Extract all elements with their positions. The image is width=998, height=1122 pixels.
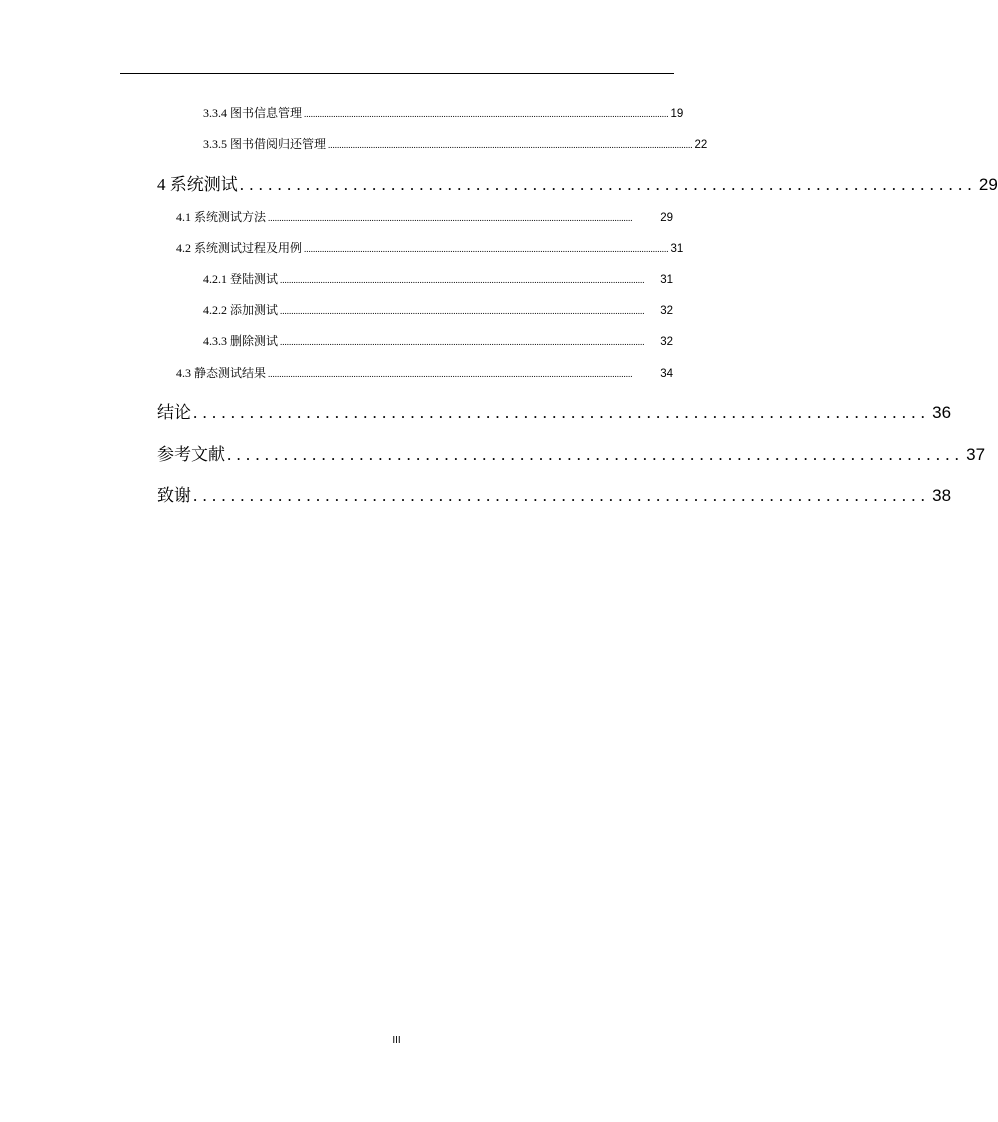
toc-entry-3-3-4[interactable]: [203, 104, 684, 121]
toc-entry-page: 19: [670, 108, 684, 120]
toc-leader-dots: ..................................................................................................................................................................: [280, 306, 645, 316]
toc-leader-dots: ..............................................................................: [193, 403, 931, 422]
toc-entry-4-3[interactable]: [176, 364, 673, 381]
toc-entry-label: 4.2.1 登陆测试: [203, 272, 279, 286]
toc-entry-label: 3.3.4 图书信息管理: [203, 106, 303, 120]
toc-entry-label: 参考文献: [157, 445, 225, 464]
toc-entry-label: 4.2 系统测试过程及用例: [176, 241, 303, 255]
toc-leader-dots: ..................................................................................................................................................................: [268, 369, 633, 379]
toc-entry-chapter-4[interactable]: [157, 170, 998, 195]
toc-entry-label: 结论: [157, 403, 191, 422]
toc-entry-acknowledgements[interactable]: [157, 481, 952, 506]
toc-entry-page: 34: [660, 368, 673, 380]
toc-entry-label: 4.2.2 添加测试: [203, 303, 279, 317]
toc-entry-4-2-2[interactable]: [203, 301, 673, 318]
toc-entry-4-2[interactable]: [176, 239, 684, 256]
toc-leader-dots: ..............................................................................: [227, 445, 965, 464]
toc-entry-page: 36: [932, 403, 952, 422]
toc-entry-page: 31: [660, 274, 673, 286]
toc-leader-dots: ..................................................................................................................................................................: [268, 213, 633, 223]
toc-entry-conclusion[interactable]: [157, 398, 952, 423]
toc-entry-4-1[interactable]: [176, 208, 673, 225]
toc-leader-dots: ..............................................................................: [239, 175, 977, 194]
toc-entry-label: 4 系统测试: [157, 175, 238, 194]
toc-entry-page: 32: [660, 305, 673, 317]
page-footer-number: III: [392, 1035, 401, 1046]
toc-leader-dots: ..................................................................................................................................................................: [280, 275, 645, 285]
toc-leader-dots: ..................................................................................................................................................................: [280, 337, 645, 347]
toc-entry-label: 4.1 系统测试方法: [176, 210, 267, 224]
toc-entry-label: 4.3.3 删除测试: [203, 334, 279, 348]
toc-entry-page: 38: [932, 486, 952, 505]
toc-entry-page: 29: [978, 175, 998, 194]
toc-entry-page: 22: [694, 139, 708, 151]
toc-entry-page: 37: [966, 445, 986, 464]
toc-entry-4-2-1[interactable]: [203, 270, 673, 287]
toc-entry-4-3-3[interactable]: [203, 332, 673, 349]
toc-entry-label: 3.3.5 图书借阅归还管理: [203, 137, 327, 151]
toc-entry-label: 致谢: [157, 486, 191, 505]
toc-leader-dots: ..................................................................................................................................................................: [304, 244, 669, 254]
toc-entry-page: 29: [660, 212, 673, 224]
toc-entry-3-3-5[interactable]: [203, 135, 708, 152]
toc-entry-references[interactable]: [157, 440, 986, 465]
toc-entry-page: 32: [660, 336, 673, 348]
toc-leader-dots: ..............................................................................: [193, 486, 931, 505]
toc-entry-label: 4.3 静态测试结果: [176, 366, 267, 380]
toc-leader-dots: ..................................................................................................................................................................: [304, 109, 669, 119]
toc-entry-page: 31: [670, 243, 684, 255]
toc-leader-dots: ..................................................................................................................................................................: [328, 140, 693, 150]
